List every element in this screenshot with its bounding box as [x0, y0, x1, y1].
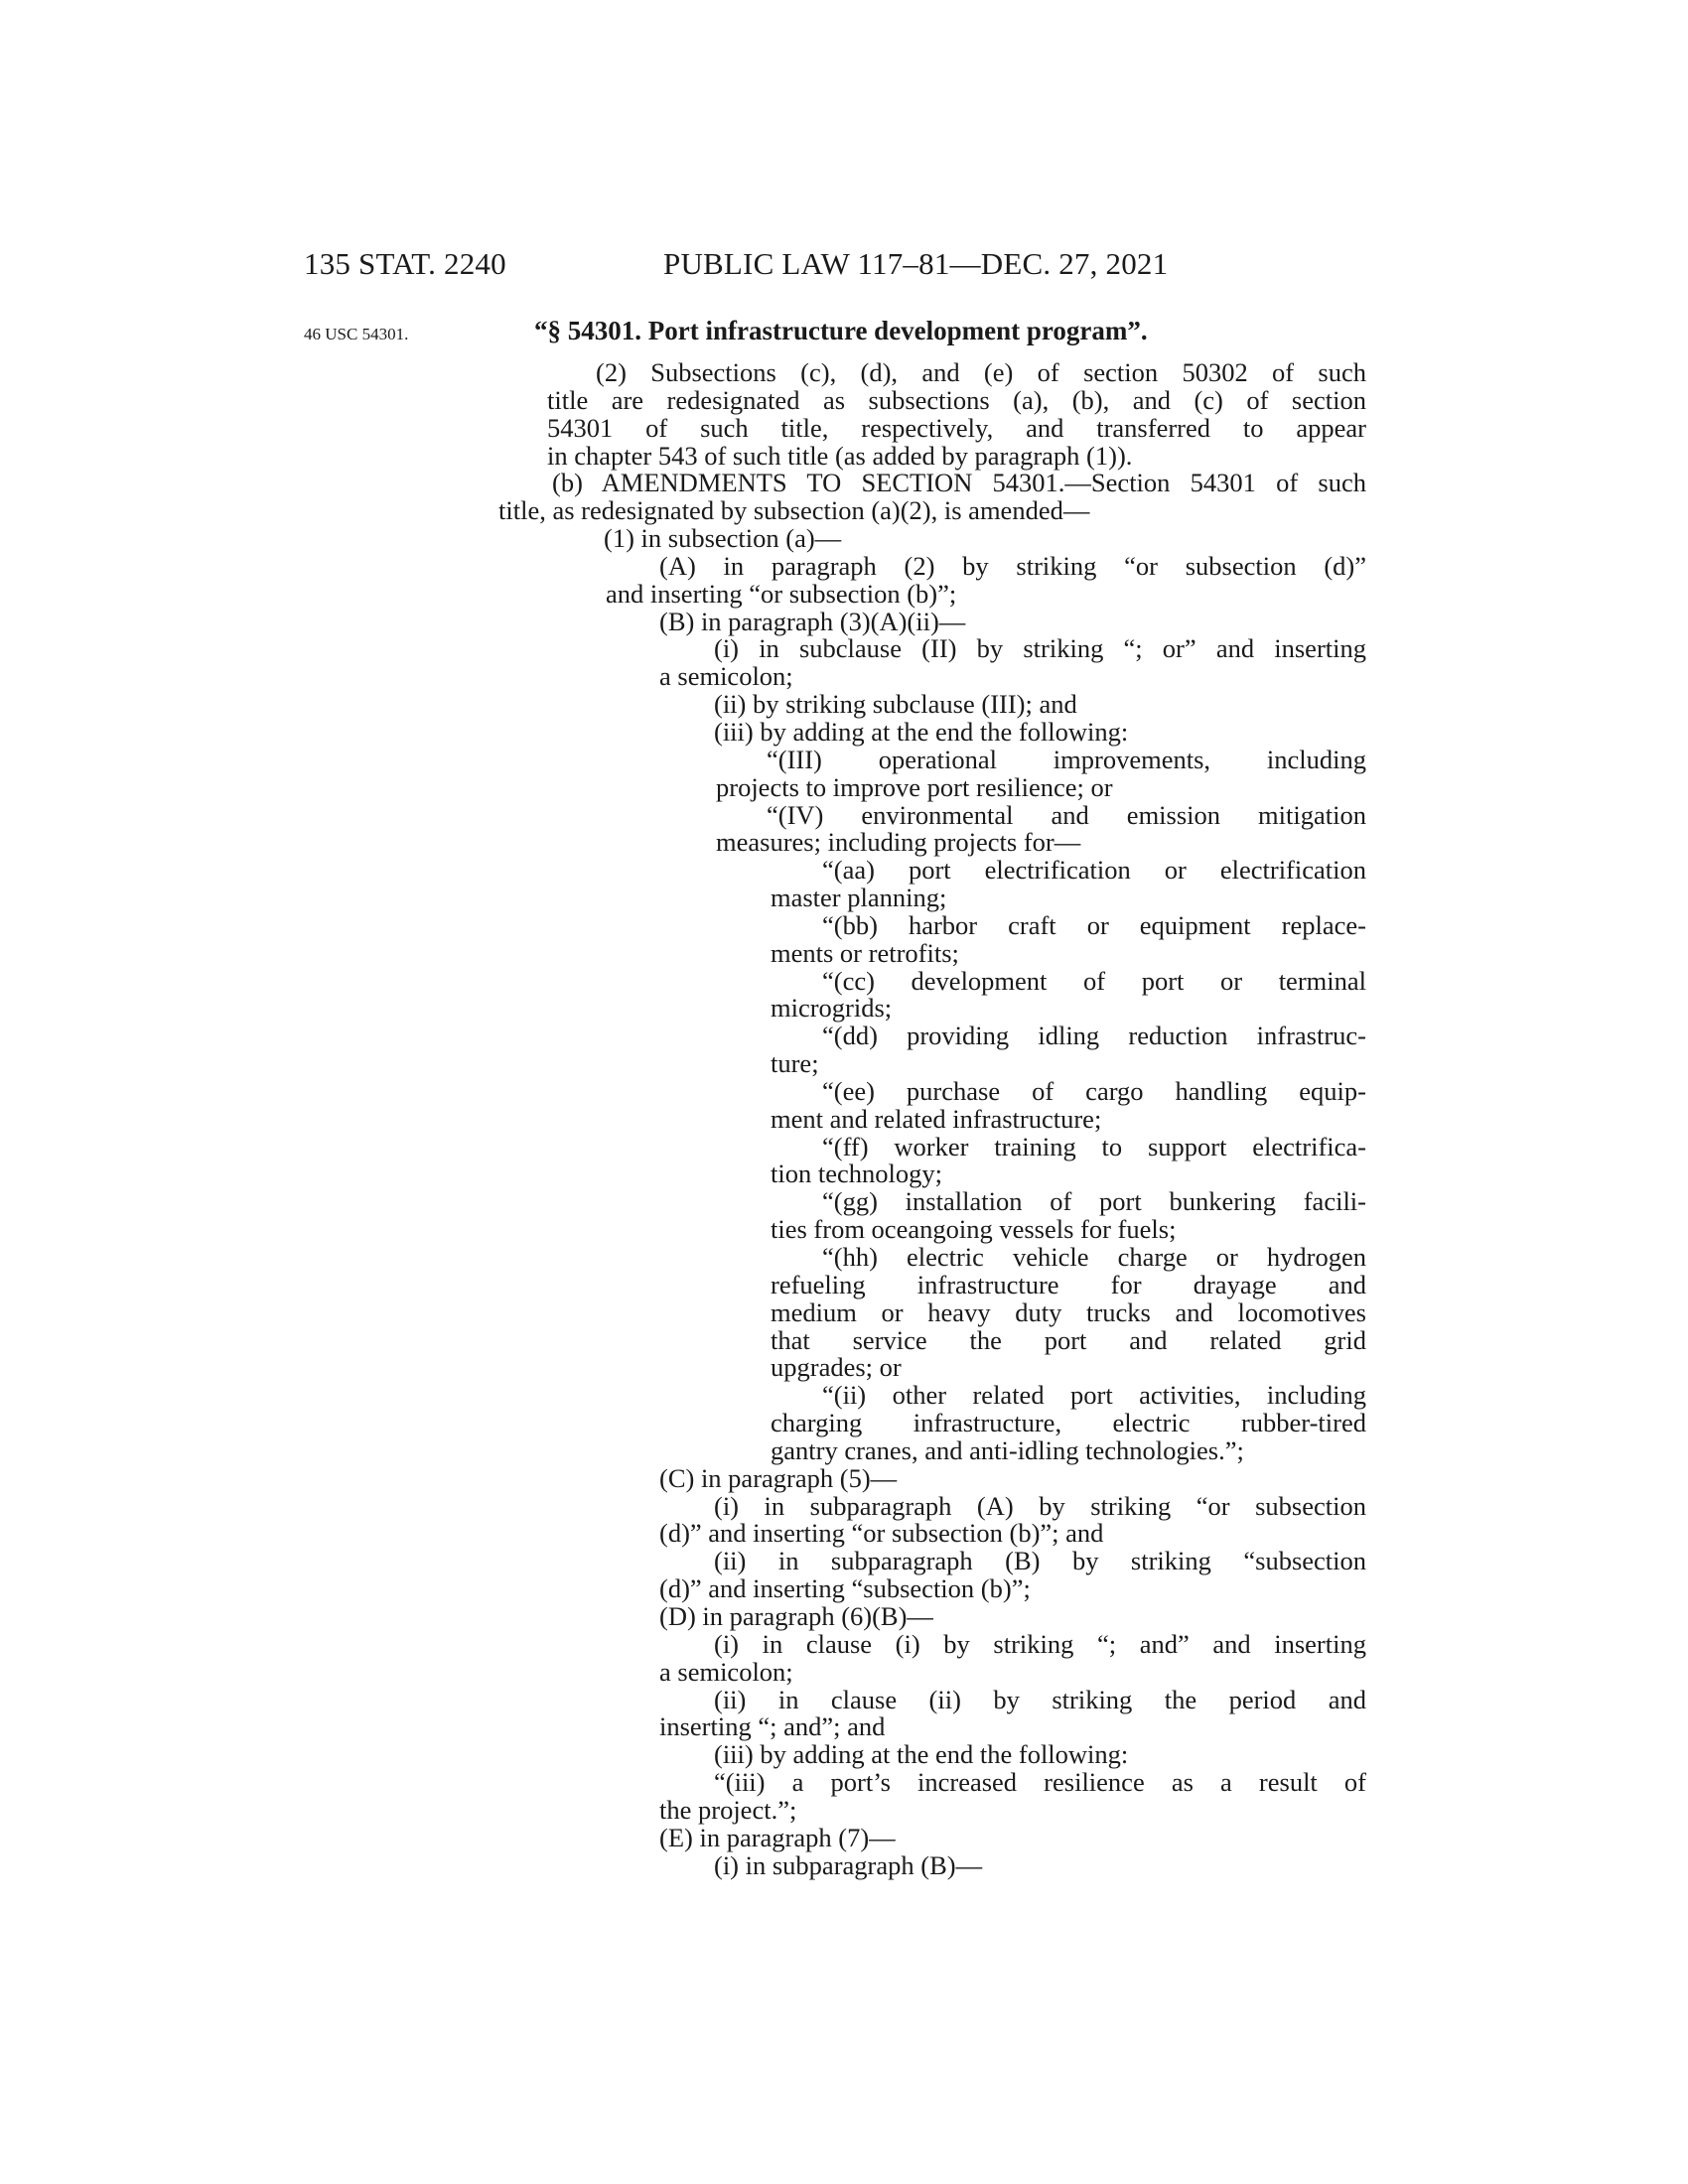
body-line: projects to improve port resilience; or — [716, 771, 1113, 802]
body-line: a semicolon; — [659, 661, 793, 692]
body-line: “(ee) purchase of cargo handling equip- — [822, 1075, 1366, 1106]
body-line: “(gg) installation of port bunkering facili- — [822, 1186, 1366, 1217]
body-line: tion technology; — [771, 1159, 942, 1189]
public-law-citation: PUBLIC LAW 117–81—DEC. 27, 2021 — [663, 246, 1169, 281]
usc-margin-note: 46 USC 54301. — [304, 325, 409, 343]
body-line: (ii) in subparagraph (B) by striking “subsection — [714, 1546, 1366, 1576]
body-line: “(cc) development of port or terminal — [822, 965, 1366, 996]
body-line: (iii) by adding at the end the following: — [714, 716, 1129, 747]
body-line: (b) AMENDMENTS TO SECTION 54301.—Section 54301 of such — [552, 468, 1366, 498]
body-line: (i) in clause (i) by striking “; and” and inserting — [714, 1628, 1366, 1659]
body-line: charging infrastructure, electric rubber-tired — [771, 1408, 1366, 1438]
body-line: refueling infrastructure for drayage and — [771, 1269, 1366, 1299]
body-line: (ii) by striking subclause (III); and — [714, 689, 1077, 720]
body-line: (i) in subclause (II) by striking “; or” and inserting — [714, 633, 1366, 664]
body-line: “(aa) port electrification or electrification — [822, 855, 1366, 886]
body-line: (iii) by adding at the end the following: — [714, 1739, 1129, 1770]
body-line: “(ii) other related port activities, including — [822, 1380, 1366, 1411]
body-line: “(bb) harbor craft or equipment replace- — [822, 909, 1366, 940]
body-line: “(III) operational improvements, including — [767, 744, 1366, 774]
body-line: microgrids; — [771, 993, 893, 1024]
body-line: that service the port and related grid — [771, 1324, 1366, 1355]
body-line: (E) in paragraph (7)— — [659, 1822, 896, 1852]
body-line: inserting “; and”; and — [659, 1711, 886, 1742]
body-line: “(hh) electric vehicle charge or hydrogen — [822, 1242, 1366, 1272]
body-line: and inserting “or subsection (b)”; — [606, 578, 957, 609]
body-line: (D) in paragraph (6)(B)— — [659, 1600, 933, 1631]
body-line: the project.”; — [659, 1794, 797, 1825]
body-line: title, as redesignated by subsection (a)(2), is amended— — [498, 495, 1090, 526]
body-line: master planning; — [771, 883, 947, 913]
body-line: (d)” and inserting “or subsection (b)”; and — [659, 1518, 1104, 1549]
body-line: in chapter 543 of such title (as added by paragraph (1)). — [547, 440, 1133, 471]
body-line: measures; including projects for— — [716, 827, 1081, 858]
body-line: “(dd) providing idling reduction infrastruc- — [822, 1021, 1366, 1051]
body-line: “(ff) worker training to support electrifica- — [822, 1131, 1366, 1161]
body-line: “(iii) a port’s increased resilience as a result of — [714, 1767, 1366, 1798]
body-line: medium or heavy duty trucks and locomotives — [771, 1297, 1366, 1327]
body-line: ments or retrofits; — [771, 937, 959, 968]
body-line: ties from oceangoing vessels for fuels; — [771, 1214, 1177, 1245]
body-line: upgrades; or — [771, 1352, 902, 1383]
body-line: (B) in paragraph (3)(A)(ii)— — [659, 606, 966, 636]
body-line: (ii) in clause (ii) by striking the period and — [714, 1684, 1366, 1714]
body-line: (1) in subsection (a)— — [604, 523, 842, 554]
running-header — [304, 246, 1197, 286]
body-line: “(IV) environmental and emission mitigation — [767, 799, 1366, 830]
body-line: gantry cranes, and anti-idling technologies.”; — [771, 1434, 1244, 1465]
body-line: (d)” and inserting “subsection (b)”; — [659, 1573, 1031, 1604]
body-line: (i) in subparagraph (A) by striking “or subsection — [714, 1490, 1366, 1521]
section-heading: “§ 54301. Port infrastructure development program”. — [534, 316, 1148, 345]
body-line: ment and related infrastructure; — [771, 1103, 1102, 1134]
body-line: (A) in paragraph (2) by striking “or subsection (d)” — [659, 550, 1366, 581]
body-line: 54301 of such title, respectively, and transferred to appear — [547, 412, 1366, 443]
stat-citation: 135 STAT. 2240 — [304, 246, 506, 281]
statute-body-text — [0, 359, 1688, 1879]
body-line: (C) in paragraph (5)— — [659, 1462, 898, 1493]
body-line: (i) in subparagraph (B)— — [714, 1849, 983, 1880]
body-line: title are redesignated as subsections (a), (b), and (c) of section — [547, 384, 1366, 415]
body-line: ture; — [771, 1048, 819, 1079]
body-line: a semicolon; — [659, 1656, 793, 1687]
body-line: (2) Subsections (c), (d), and (e) of section 50302 of such — [596, 357, 1366, 387]
